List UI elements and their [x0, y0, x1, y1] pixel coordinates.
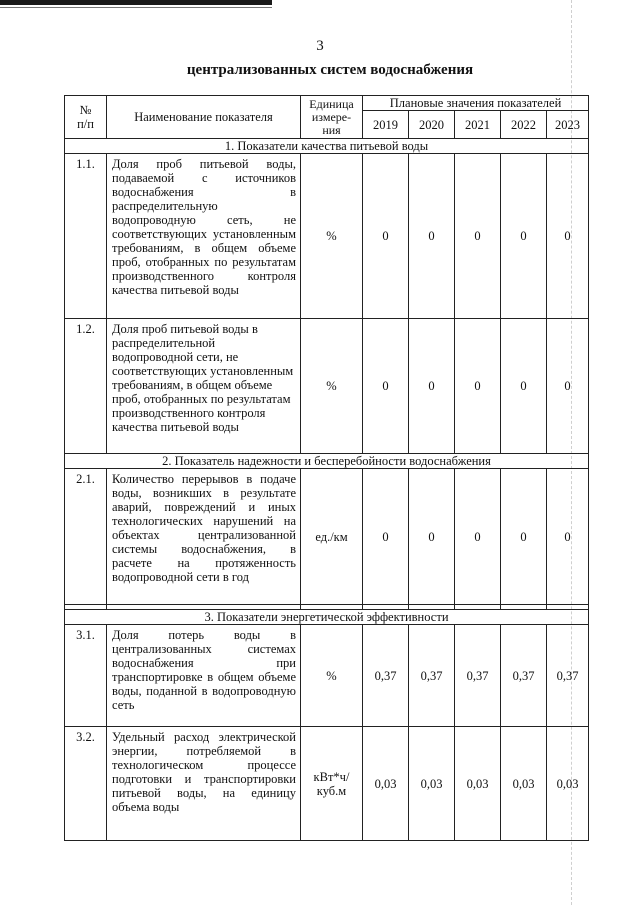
header-year-2021: 2021	[455, 111, 501, 139]
value-2020: 0	[409, 154, 455, 319]
value-2019: 0	[363, 154, 409, 319]
row-number: 1.1.	[65, 154, 107, 319]
value-2019: 0	[363, 469, 409, 605]
value-2023: 0,03	[547, 727, 589, 841]
value-2022: 0	[501, 319, 547, 454]
value-2023: 0,37	[547, 625, 589, 727]
header-year-2022: 2022	[501, 111, 547, 139]
indicator-name: Количество перерывов в подаче воды, возникших в результате аварий, повреждений и иных технологических нарушений на объектах централизованной системы водоснабжения, в расчете на протяженность водопроводной сети в год	[107, 469, 301, 605]
indicators-table	[64, 95, 589, 841]
value-2022: 0	[501, 154, 547, 319]
unit: ед./км	[301, 469, 363, 605]
value-2019: 0,37	[363, 625, 409, 727]
header-num: № п/п	[65, 96, 107, 139]
header-unit: Единица измере- ния	[301, 96, 363, 139]
row-number: 3.1.	[65, 625, 107, 727]
header-name: Наименование показателя	[107, 96, 301, 139]
top-rule	[0, 0, 272, 5]
indicator-name: Доля проб питьевой воды, подаваемой с источников водоснабжения в распределительную водопроводную сеть, не соответствующих установленным требованиям, в общем объеме проб, отобранных по результатам производственного контроля качества питьевой воды	[107, 154, 301, 319]
table-row	[65, 469, 589, 605]
unit: кВт*ч/ куб.м	[301, 727, 363, 841]
unit: %	[301, 625, 363, 727]
value-2019: 0,03	[363, 727, 409, 841]
header-year-2020: 2020	[409, 111, 455, 139]
value-2021: 0	[455, 154, 501, 319]
value-2021: 0,37	[455, 625, 501, 727]
section-title: 2. Показатель надежности и бесперебойности водоснабжения	[65, 454, 589, 469]
value-2022: 0,03	[501, 727, 547, 841]
value-2023: 0	[547, 154, 589, 319]
document-title: централизованных систем водоснабжения	[186, 62, 474, 78]
section-header	[65, 139, 589, 154]
table-row	[65, 154, 589, 319]
table-row	[65, 625, 589, 727]
page-number: 3	[316, 38, 324, 54]
value-2019: 0	[363, 319, 409, 454]
value-2023: 0	[547, 319, 589, 454]
indicator-name: Удельный расход электрической энергии, потребляемой в технологическом процессе подготовки и транспортировки питьевой воды, на единицу объема воды	[107, 727, 301, 841]
table-row	[65, 727, 589, 841]
row-number: 3.2.	[65, 727, 107, 841]
section-header	[65, 610, 589, 625]
row-number: 1.2.	[65, 319, 107, 454]
header-year-2023: 2023	[547, 111, 589, 139]
value-2020: 0,03	[409, 727, 455, 841]
value-2020: 0	[409, 469, 455, 605]
unit: %	[301, 154, 363, 319]
value-2021: 0	[455, 469, 501, 605]
value-2023: 0	[547, 469, 589, 605]
row-number: 2.1.	[65, 469, 107, 605]
section-title: 1. Показатели качества питьевой воды	[65, 139, 589, 154]
header-plan: Плановые значения показателей	[363, 96, 589, 111]
value-2022: 0	[501, 469, 547, 605]
value-2021: 0,03	[455, 727, 501, 841]
table-row	[65, 319, 589, 454]
section-title: 3. Показатели энергетической эффективности	[65, 610, 589, 625]
indicator-name: Доля проб питьевой воды в распределительной водопроводной сети, не соответствующих установленным требованиям, в общем объеме проб, отобранных по результатам производственного контроля качества питьевой воды	[107, 319, 301, 454]
value-2021: 0	[455, 319, 501, 454]
value-2020: 0,37	[409, 625, 455, 727]
value-2022: 0,37	[501, 625, 547, 727]
indicator-name: Доля потерь воды в централизованных системах водоснабжения при транспортировке в общем объеме воды, поданной в водопроводную сеть	[107, 625, 301, 727]
value-2020: 0	[409, 319, 455, 454]
unit: %	[301, 319, 363, 454]
header-year-2019: 2019	[363, 111, 409, 139]
top-rule-thin	[0, 7, 272, 8]
section-header	[65, 454, 589, 469]
